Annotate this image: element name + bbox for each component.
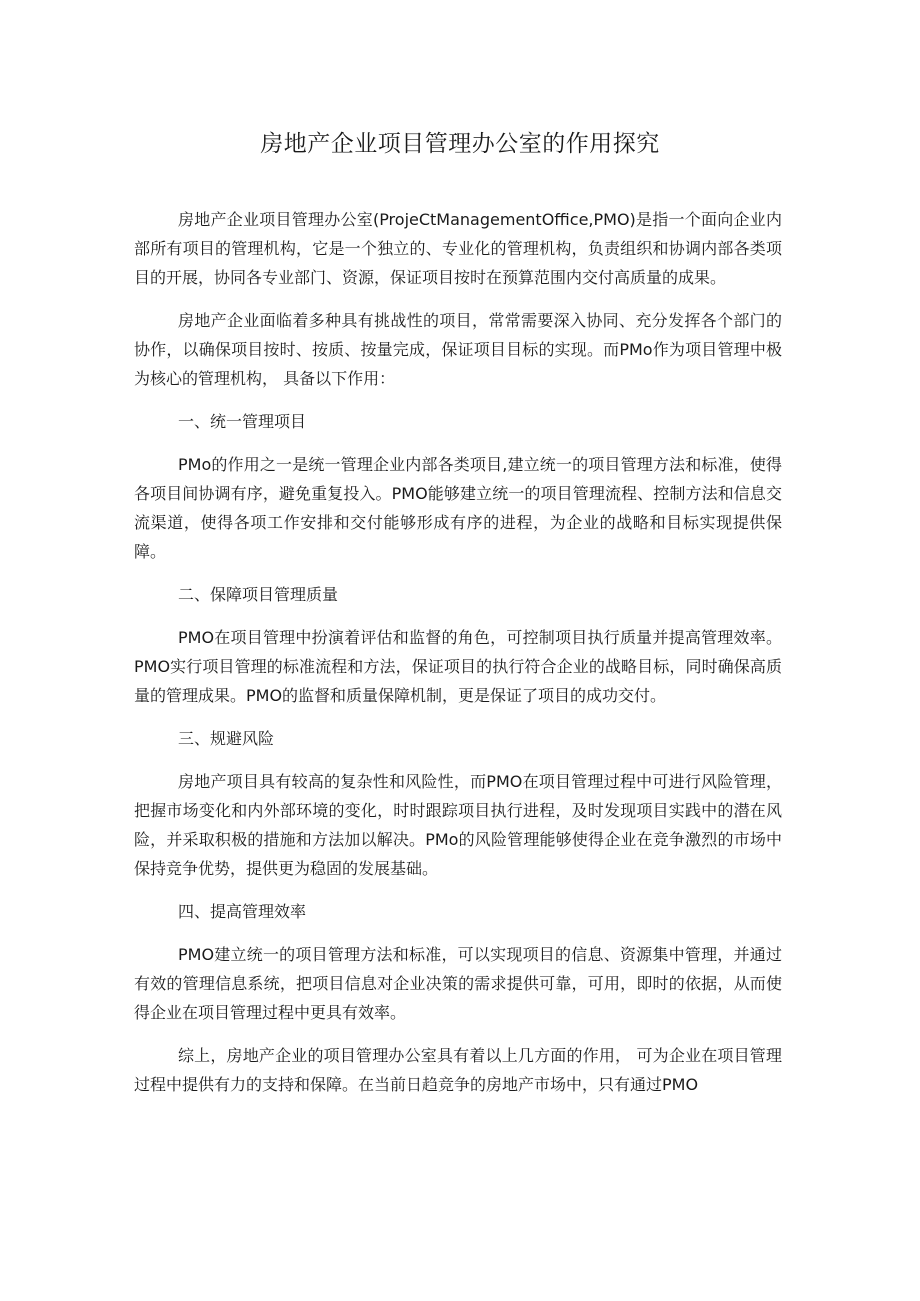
section-heading-2: 二、保障项目管理质量 — [178, 585, 339, 604]
document-title: 房地产企业项目管理办公室的作用探究 — [260, 131, 660, 157]
section-paragraph-1: PMo的作用之一是统一管理企业内部各类项目,建立统一的项目管理方法和标准，使得各项目间协调有序，避免重复投入。PMO能够建立统一的项目管理流程、控制方法和信息交流渠道，使得各项工作安排和交付能够形成有序的进程，为企业的战略和目标实现提供保障。 — [134, 455, 782, 561]
section-paragraph-4: PMO建立统一的项目管理方法和标准，可以实现项目的信息、资源集中管理，并通过有效的管理信息系统，把项目信息对企业决策的需求提供可靠，可用，即时的依据，从而使得企业在项目管理过程中更具有效率。 — [134, 945, 782, 1022]
conclusion-paragraph: 综上，房地产企业的项目管理办公室具有着以上几方面的作用， 可为企业在项目管理过程中提供有力的支持和保障。在当前日趋竞争的房地产市场中，只有通过PMO — [134, 1046, 782, 1094]
document-body — [134, 205, 782, 1113]
intro-paragraph-2: 房地产企业面临着多种具有挑战性的项目，常常需要深入协同、充分发挥各个部门的协作，以确保项目按时、按质、按量完成，保证项目目标的实现。而PMo作为项目管理中极为核心的管理机构， 具备以下作用： — [134, 311, 782, 388]
section-paragraph-2: PMO在项目管理中扮演着评估和监督的角色，可控制项目执行质量并提高管理效率。PMO实行项目管理的标准流程和方法，保证项目的执行符合企业的战略目标，同时确保高质量的管理成果。PMO的监督和质量保障机制，更是保证了项目的成功交付。 — [134, 628, 782, 705]
section-heading-4: 四、提高管理效率 — [178, 902, 307, 921]
section-heading-1: 一、统一管理项目 — [178, 412, 307, 431]
intro-paragraph-1: 房地产企业项目管理办公室(ProjeCtManagementOffice,PMO)是指一个面向企业内部所有项目的管理机构，它是一个独立的、专业化的管理机构，负责组织和协调内部各类项目的开展，协同各专业部门、资源，保证项目按时在预算范围内交付高质量的成果。 — [134, 210, 782, 287]
section-paragraph-3: 房地产项目具有较高的复杂性和风险性，而PMO在项目管理过程中可进行风险管理，把握市场变化和内外部环境的变化，时时跟踪项目执行进程，及时发现项目实践中的潜在风险，并采取积极的措施和方法加以解决。PMo的风险管理能够使得企业在竞争激烈的市场中保持竞争优势，提供更为稳固的发展基础。 — [134, 772, 782, 878]
section-heading-3: 三、规避风险 — [178, 729, 275, 748]
